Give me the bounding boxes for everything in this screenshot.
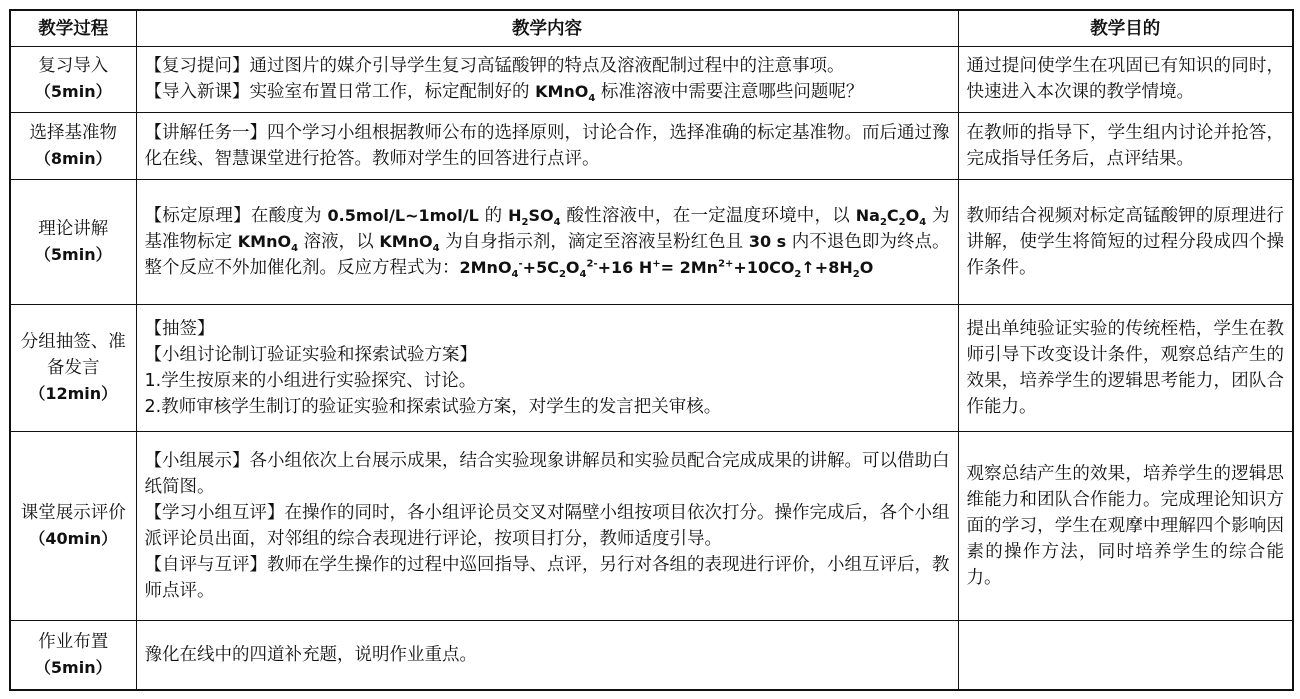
table-row: [10, 304, 1293, 431]
process-duration: （5min）: [34, 82, 112, 102]
content-paragraph: 【讲解任务一】四个学习小组根据教师公布的选择原则，讨论合作，选择准确的标定基准物。而后通过豫化在线、智慧课堂进行抢答。教师对学生的回答进行点评。: [144, 122, 950, 169]
process-label: 复习导入: [38, 56, 109, 77]
content-paragraph: 【小组讨论制订验证实验和探索试验方案】: [144, 344, 477, 365]
chem-time: 30 s: [748, 231, 787, 251]
header-row: [10, 10, 1293, 47]
process-label: 理论讲解: [38, 218, 109, 239]
process-label: 作业布置: [38, 631, 109, 652]
header-goal: 教学目的: [958, 10, 1293, 47]
goal-cell: 在教师的指导下，学生组内讨论并抢答，完成指导任务后，点评结果。: [958, 112, 1293, 179]
lesson-plan-table: [9, 9, 1294, 691]
goal-cell: 观察总结产生的效果，培养学生的逻辑思维能力和团队合作能力。完成理论知识方面的学习，学生在观摩中理解四个影响因素的操作方法，同时培养学生的综合能力。: [958, 431, 1293, 620]
chem-kmno4: KMnO$_4$: [379, 231, 440, 254]
header-content: 教学内容: [136, 10, 958, 47]
content-paragraph: 【学习小组互评】在操作的同时，各小组评论员交叉对隔壁小组按项目依次打分。操作完成后，各个小组派评论员出面，对邻组的综合表现进行评论，按项目打分，教师适度引导。: [144, 502, 950, 549]
table-row: [10, 112, 1293, 179]
process-cell: [10, 112, 136, 179]
content-paragraph: 豫化在线中的四道补充题，说明作业重点。: [144, 644, 477, 665]
process-cell: [10, 431, 136, 620]
reaction-equation: $2MnO_4^-+5C_2O_4^{2-}+16$ $H^+= 2Mn^{2+}+10CO_2↑+8H_2O$: [459, 257, 874, 280]
content-paragraph: 【复习提问】通过图片的媒介引导学生复习高锰酸钾的特点及溶液配制过程中的注意事项。: [144, 56, 845, 77]
process-cell: [10, 304, 136, 431]
chem-kmno4: KMnO$_4$: [237, 231, 299, 254]
chem-acid-range: 0.5mol/L~1mol/L: [327, 205, 479, 225]
content-cell: [136, 304, 958, 431]
content-cell: [136, 47, 958, 113]
process-label: 分组抽签、准备发言: [20, 331, 126, 378]
header-process: 教学过程: [10, 10, 136, 47]
chem-kmno4: KMnO$_4$: [535, 82, 596, 105]
table-row: [10, 179, 1293, 304]
process-cell: [10, 179, 136, 304]
chem-na2c2o4: $Na_2C_2O_4$: [855, 205, 927, 228]
table-row: [10, 431, 1293, 620]
goal-cell: 教师结合视频对标定高锰酸钾的原理进行讲解，使学生将简短的过程分段成四个操作条件。: [958, 179, 1293, 304]
content-cell: [136, 431, 958, 620]
goal-cell: [958, 620, 1293, 690]
process-label: 选择基准物: [29, 122, 117, 143]
content-cell: [136, 179, 958, 304]
chem-h2so4: $H_2SO_4$: [508, 205, 561, 228]
content-paragraph: 【小组展示】各小组依次上台展示成果，结合实验现象讲解员和实验员配合完成成果的讲解。可以借助白纸简图。: [144, 450, 950, 497]
content-paragraph: 【自评与互评】教师在学生操作的过程中巡回指导、点评，另行对各组的表现进行评价，小组互评后，教师点评。: [144, 554, 950, 601]
process-duration: （8min）: [34, 148, 112, 168]
content-cell: [136, 112, 958, 179]
process-cell: [10, 620, 136, 690]
table-row: [10, 620, 1293, 690]
content-cell: [136, 620, 958, 690]
process-duration: （12min）: [29, 383, 118, 403]
process-duration: （5min）: [34, 657, 112, 677]
process-label: 课堂展示评价: [20, 502, 126, 523]
content-paragraph: 2.教师审核学生制订的验证实验和探索试验方案，对学生的发言把关审核。: [144, 396, 722, 417]
process-duration: （40min）: [29, 528, 118, 548]
goal-cell: 提出单纯验证实验的传统桎梏，学生在教师引导下改变设计条件，观察总结产生的效果，培养学生的逻辑思考能力，团队合作能力。: [958, 304, 1293, 431]
process-cell: [10, 47, 136, 113]
content-paragraph: 【导入新课】实验室布置日常工作，标定配制好的 KMnO$_4$ 标准溶液中需要注意哪些问题呢？: [144, 82, 864, 105]
table-row: [10, 47, 1293, 113]
goal-cell: 通过提问使学生在巩固已有知识的同时，快速进入本次课的教学情境。: [958, 47, 1293, 113]
content-paragraph: 【抽签】: [144, 318, 215, 339]
content-paragraph: 1.学生按原来的小组进行实验探究、讨论。: [144, 370, 477, 391]
process-duration: （5min）: [34, 244, 112, 264]
content-paragraph: 【标定原理】在酸度为 0.5mol/L~1mol/L 的 $H_2SO_4$ 酸性溶液中，在一定温度环境中，以 $Na_2C_2O_4$ 为基准物标定 KMnO$_4$ 溶液，以 KMnO$_4$ 为自身指示剂，滴定至溶液呈粉红色且 30 s 内不退色即为终点。整个反应不外加催化剂。反应方程式为：$2MnO_4^-+5C_2O_4^{2-}+16$ $H^+= 2Mn^{2+}+10CO_2↑+8H_2O$: [144, 205, 950, 280]
